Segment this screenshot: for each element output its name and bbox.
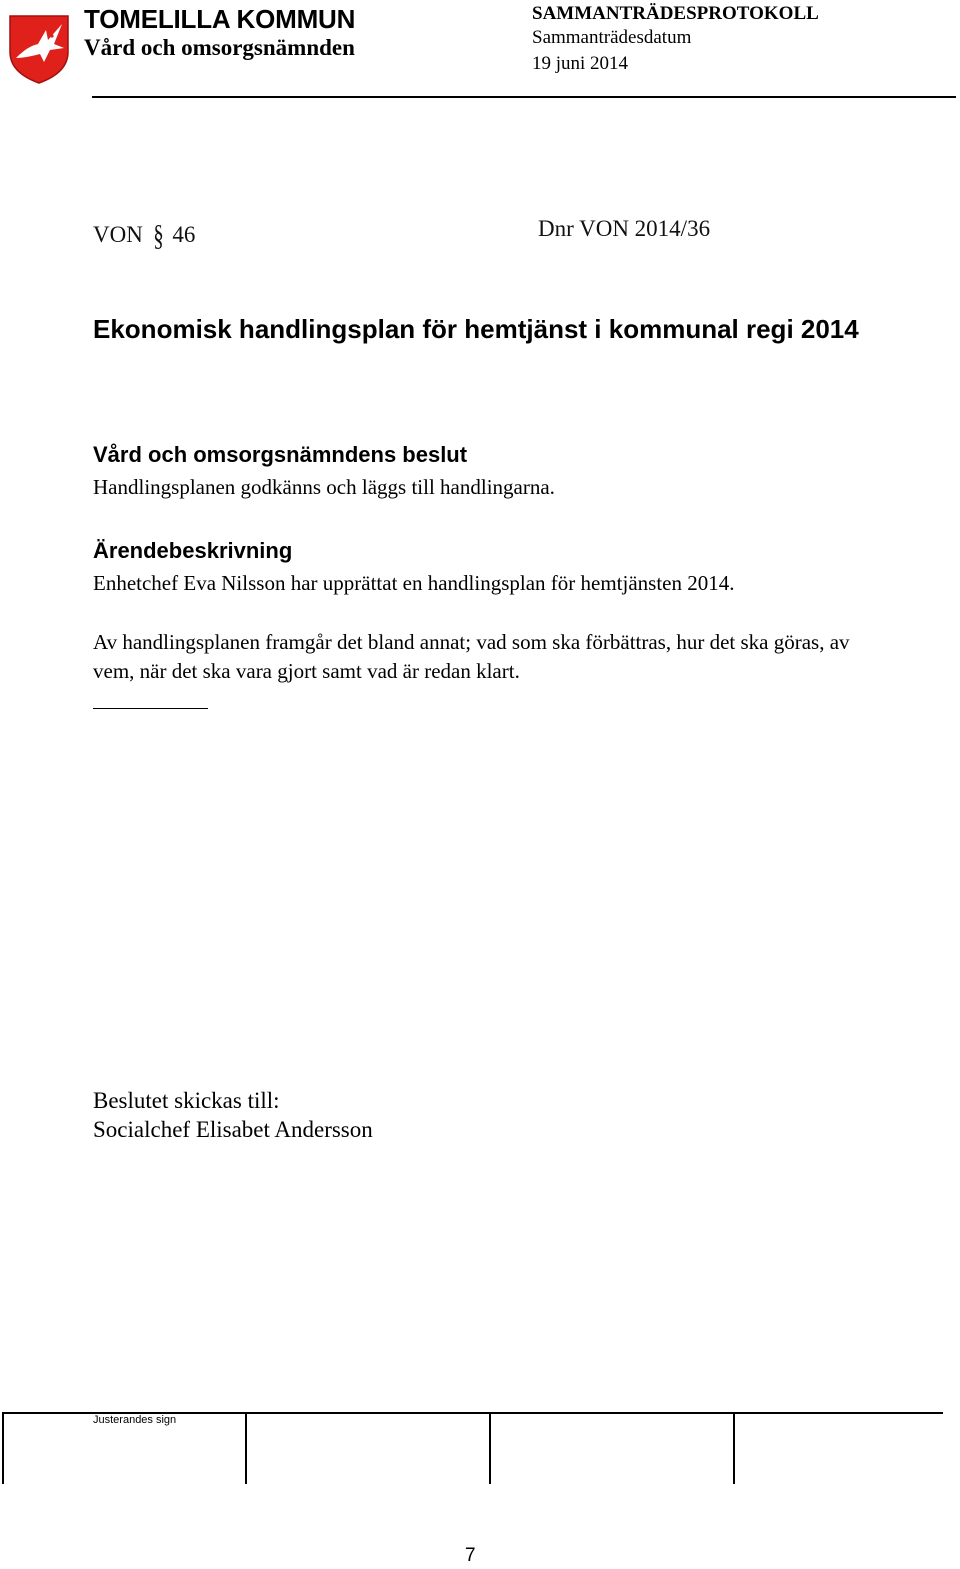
organization-name: TOMELILLA KOMMUN <box>84 4 356 34</box>
coat-of-arms-icon <box>8 14 70 84</box>
diary-number: Dnr VON 2014/36 <box>538 216 711 241</box>
distribution-label: Beslutet skickas till: <box>93 1088 280 1113</box>
decision-text: Handlingsplanen godkänns och läggs till handlingarna. <box>93 475 555 499</box>
description-paragraph: Av handlingsplanen framgår det bland annat; vad som ska förbättras, hur det ska göras, av vem, när det ska vara gjort samt vad är redan klart. <box>93 630 850 683</box>
decision-heading: Vård och omsorgsnämndens beslut <box>93 442 468 467</box>
paragraph-number <box>93 216 195 250</box>
distribution-recipient: Socialchef Elisabet Andersson <box>93 1117 373 1142</box>
case-title: Ekonomisk handlingsplan för hemtjänst i kommunal regi 2014 <box>93 314 859 344</box>
meeting-date-label: Sammanträdesdatum <box>532 27 692 48</box>
signature-cell <box>733 1414 735 1484</box>
protocol-title: SAMMANTRÄDESPROTOKOLL <box>532 3 819 24</box>
page-number: 7 <box>465 1545 476 1566</box>
section-symbol: § <box>152 219 164 252</box>
organization-unit: Vård och omsorgsnämnden <box>84 35 355 60</box>
header-divider <box>92 96 956 98</box>
signature-cell <box>245 1414 247 1484</box>
paragraph-no: 46 <box>172 222 196 247</box>
paragraph-prefix: VON <box>93 222 143 247</box>
meeting-date: 19 juni 2014 <box>532 53 629 74</box>
signature-cell <box>2 1414 4 1484</box>
signature-cell <box>489 1414 491 1484</box>
signature-label: Justerandes sign <box>93 1414 177 1426</box>
description-paragraph: Enhetchef Eva Nilsson har upprättat en handlingsplan för hemtjänsten 2014. <box>93 571 735 595</box>
section-end-divider <box>93 708 208 709</box>
description-heading: Ärendebeskrivning <box>93 538 293 563</box>
